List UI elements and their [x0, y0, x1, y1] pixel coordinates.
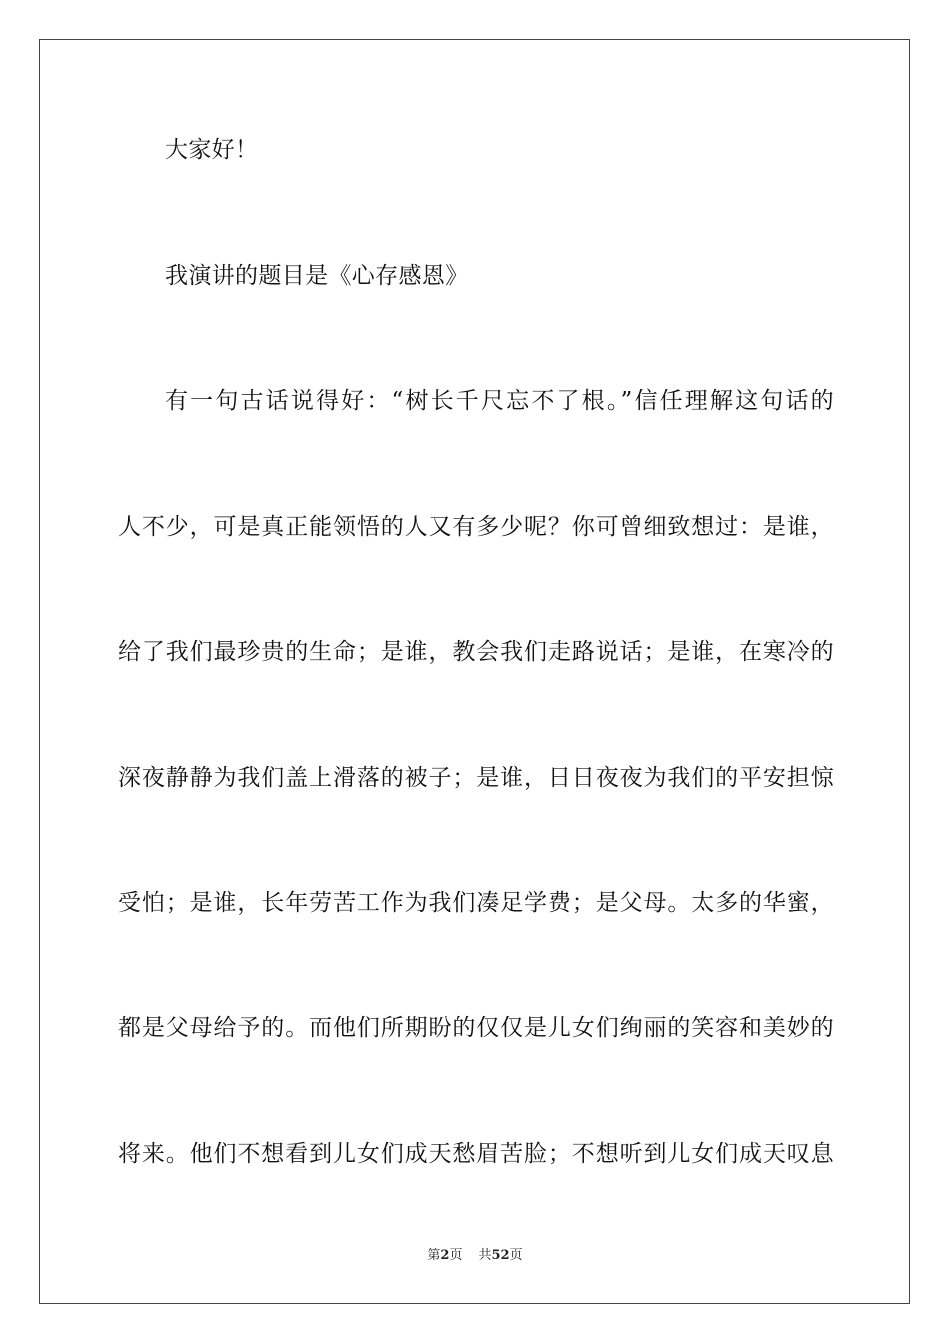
paragraph-line: 都是父母给予的。而他们所期盼的仅仅是儿女们绚丽的笑容和美妙的 — [118, 1015, 834, 1041]
current-page-number: 2 — [440, 1248, 450, 1263]
total-prefix: 共 — [478, 1248, 492, 1263]
paragraph-line: 有一句古话说得好：“树长千尺忘不了根。”信任理解这句话的 — [165, 388, 834, 414]
speech-title-line: 我演讲的题目是《心存感恩》 — [165, 263, 469, 289]
page-footer — [0, 1247, 950, 1265]
total-page-count: 52 — [491, 1248, 510, 1263]
page-border — [39, 39, 910, 1304]
total-suffix: 页 — [509, 1248, 523, 1263]
paragraph-line: 人不少，可是真正能领悟的人又有多少呢？你可曾细致想过：是谁， — [118, 514, 834, 540]
paragraph-line: 将来。他们不想看到儿女们成天愁眉苦脸；不想听到儿女们成天叹息 — [118, 1141, 834, 1167]
paragraph-line: 深夜静静为我们盖上滑落的被子；是谁，日日夜夜为我们的平安担惊 — [118, 765, 834, 791]
paragraph-line: 给了我们最珍贵的生命；是谁，教会我们走路说话；是谁，在寒冷的 — [118, 639, 834, 665]
paragraph-line: 受怕；是谁，长年劳苦工作为我们凑足学费；是父母。太多的华蜜， — [118, 890, 834, 916]
greeting-line: 大家好！ — [165, 137, 259, 163]
page-prefix: 第 — [427, 1248, 441, 1263]
page-suffix: 页 — [449, 1248, 463, 1263]
